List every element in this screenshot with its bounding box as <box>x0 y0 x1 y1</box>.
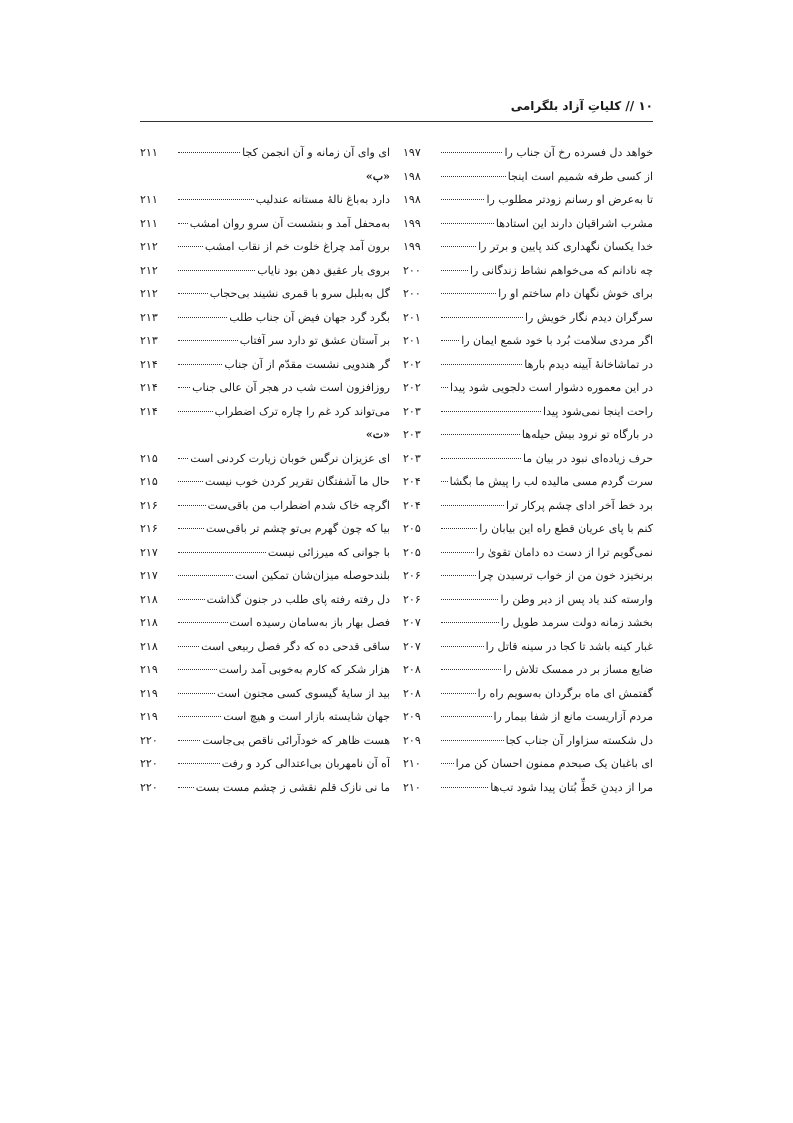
toc-entry-title: روزافزون است شب در هجر آن عالی جناب <box>192 381 390 394</box>
toc-entry-title: بید از سایهٔ گیسوی کسی مجنون است <box>216 686 390 700</box>
dot-leader <box>441 551 474 553</box>
dot-leader <box>178 527 204 529</box>
toc-page-number: ۲۰۲ <box>403 381 421 394</box>
toc-entry-title: مردم آزاریست مانع از شفا بیمار را <box>493 710 653 723</box>
toc-page-number: ۲۱۹ <box>140 663 158 676</box>
running-header: ۱۰ // کلیاتِ آزاد بلگرامی <box>510 99 653 113</box>
toc-entry[interactable] <box>140 611 390 635</box>
toc-page-number: ۲۱۷ <box>140 545 158 559</box>
toc-entry[interactable] <box>403 776 653 800</box>
dot-leader <box>178 457 188 459</box>
toc-entry-title: برای خوش نگهان دام ساختم او را <box>498 287 653 300</box>
toc-page-number: ۲۱۲ <box>140 240 158 253</box>
toc-entry-title: ای وای آن زمانه و آن انجمن کجا <box>242 146 390 159</box>
toc-entry-title: بگرد گرد جهان فیض آن جناب طلب <box>229 310 390 324</box>
toc-page-number: ۲۰۳ <box>403 404 421 418</box>
toc-entry-title: حرف زیاده‌ای نبود در بیان ما <box>522 451 653 465</box>
toc-page-number: ۲۰۰ <box>403 263 421 277</box>
dot-leader <box>178 551 266 553</box>
toc-entry[interactable] <box>403 705 653 729</box>
toc-entry-title: بر آستان عشق تو دارد سر آفتاب <box>239 334 390 347</box>
toc-page-number: ۱۹۸ <box>403 193 421 206</box>
toc-entry-title: اگرچه خاک شدم اضطراب من باقی‌ست <box>207 498 390 512</box>
toc-entry[interactable] <box>403 376 653 400</box>
toc-page-number: ۲۱۴ <box>140 404 158 418</box>
header-rule <box>140 121 653 122</box>
toc-column-left <box>140 141 390 799</box>
toc-entry[interactable] <box>140 306 390 330</box>
toc-entry[interactable] <box>403 423 653 447</box>
toc-entry[interactable] <box>403 447 653 471</box>
dot-leader <box>441 433 520 435</box>
dot-leader <box>178 222 188 224</box>
toc-page-number: ۱۹۷ <box>403 146 421 159</box>
toc-entry[interactable] <box>403 353 653 377</box>
toc-page-number: ۱۹۹ <box>403 216 421 230</box>
toc-entry[interactable] <box>140 188 390 212</box>
toc-column-right <box>403 141 653 799</box>
dot-leader <box>441 292 496 294</box>
toc-page-number: ۲۲۰ <box>140 780 158 794</box>
toc-entry-title: دارد به‌باغ نالهٔ مستانه عندلیب <box>255 193 390 206</box>
toc-entry-title: آه آن نامهربان بی‌اعتدالی کرد و رفت <box>221 757 390 770</box>
dot-leader <box>178 668 217 670</box>
toc-entry-title: راحت اینجا نمی‌شود پیدا <box>543 404 653 418</box>
toc-entry[interactable] <box>140 682 390 706</box>
toc-page-number: ۲۱۸ <box>140 616 158 629</box>
dot-leader <box>441 621 499 623</box>
toc-page-number: ۲۰۴ <box>403 475 421 488</box>
toc-entry-title: مرا از دیدنِ خَطِّ بُتان پیدا شود تب‌ها <box>490 780 653 794</box>
toc-page-number: ۲۰۵ <box>403 522 421 535</box>
toc-entry-title: ساقی قدحی ده که دگر فصل ربیعی است <box>201 639 390 653</box>
toc-entry[interactable] <box>140 376 390 400</box>
toc-entry-title: حال ما آشفتگان تقریر کردن خوب نیست <box>205 475 390 488</box>
toc-page-number: ۲۰۷ <box>403 639 421 653</box>
toc-page-number: ۲۱۹ <box>140 710 158 723</box>
toc-entry[interactable] <box>403 259 653 283</box>
toc-page-number: ۲۰۰ <box>403 287 421 300</box>
dot-leader <box>441 786 488 788</box>
dot-leader <box>178 363 222 365</box>
dot-leader <box>178 504 206 506</box>
toc-entry-title: ضایع مساز بر در ممسک تلاش را <box>503 663 653 676</box>
toc-page-number: ۲۲۰ <box>140 733 158 747</box>
toc-entry-title: با جوانی که میرزائی نیست <box>267 545 390 559</box>
dot-leader <box>178 269 255 271</box>
dot-leader <box>178 151 240 153</box>
dot-leader <box>441 245 476 247</box>
toc-entry[interactable] <box>403 752 653 776</box>
dot-leader <box>178 316 227 318</box>
toc-entry[interactable] <box>140 658 390 682</box>
toc-page-number: ۲۱۰ <box>403 757 421 770</box>
toc-entry[interactable] <box>403 235 653 259</box>
toc-page-number: ۱۹۹ <box>403 240 421 253</box>
toc-page-number: ۲۰۱ <box>403 310 421 324</box>
dot-leader <box>441 410 541 412</box>
toc-entry-title: خواهد دل فسرده رخ آن جناب را <box>504 146 653 159</box>
toc-entry-title: فصل بهار باز به‌سامان رسیده است <box>229 616 390 629</box>
toc-entry-title: ای عزیزان نرگس خوبان زیارت کردنی است <box>190 451 390 465</box>
toc-entry-title: وارسته کند یاد پس از دیر وطن را <box>500 592 653 606</box>
toc-entry[interactable] <box>403 329 653 353</box>
toc-entry-title: در تماشاخانهٔ آیینه دیدم بارها <box>524 357 653 371</box>
toc-entry[interactable] <box>403 282 653 306</box>
toc-page-number: ۲۰۶ <box>403 569 421 582</box>
dot-leader <box>441 645 484 647</box>
toc-entry-title: چه نادانم که می‌خواهم نشاط زندگانی را <box>469 263 653 277</box>
toc-page-number: ۲۱۳ <box>140 334 158 347</box>
dot-leader <box>441 739 504 741</box>
toc-entry-title: سرگران دیدم نگار خویش را <box>525 310 653 324</box>
toc-page-number: ۲۱۳ <box>140 310 158 324</box>
toc-entry[interactable] <box>140 212 390 236</box>
toc-page-number: ۲۰۵ <box>403 545 421 559</box>
dot-leader <box>441 457 521 459</box>
dot-leader <box>178 574 233 576</box>
toc-page-number: ۲۰۶ <box>403 592 421 606</box>
toc-entry[interactable] <box>140 635 390 659</box>
dot-leader <box>441 339 459 341</box>
toc-page-number: ۲۰۲ <box>403 357 421 371</box>
dot-leader <box>441 715 492 717</box>
toc-entry-title: ای باغبان یک صبحدم ممنون احسان کن مرا <box>455 757 653 770</box>
toc-entry[interactable] <box>403 470 653 494</box>
toc-page-number: ۲۱۶ <box>140 498 158 512</box>
toc-entry[interactable] <box>403 541 653 565</box>
toc-entry[interactable] <box>403 564 653 588</box>
toc-entry[interactable] <box>403 658 653 682</box>
dot-leader <box>178 739 200 741</box>
dot-leader <box>178 292 208 294</box>
toc-page-number: ۲۲۰ <box>140 757 158 770</box>
toc-entry-title: ما نی نازک قلم نقشی ز چشم مست بست <box>195 780 390 794</box>
toc-page-number: ۲۱۱ <box>140 216 158 230</box>
toc-page-number: ۲۱۵ <box>140 475 158 488</box>
toc-entry-title: برنخیزد خون من از خواب ترسیدن چرا <box>477 569 653 582</box>
toc-entry[interactable] <box>403 141 653 165</box>
toc-entry-title: بیا که چون گهرم بی‌تو چشم تر باقی‌ست <box>206 522 390 535</box>
dot-leader <box>441 668 501 670</box>
dot-leader <box>178 198 254 200</box>
toc-page-number: ۲۱۱ <box>140 146 158 159</box>
dot-leader <box>178 786 194 788</box>
toc-page-number: ۲۱۰ <box>403 780 421 794</box>
dot-leader <box>441 598 498 600</box>
dot-leader <box>178 621 228 623</box>
toc-entry-title: اگر مردی سلامت بُرد با خود شمع ایمان را <box>461 334 653 347</box>
toc-entry[interactable] <box>140 517 390 541</box>
toc-entry-title: هست ظاهر که خودآرائی ناقص بی‌جاست <box>202 733 390 747</box>
toc-entry[interactable] <box>403 494 653 518</box>
toc-entry[interactable] <box>140 588 390 612</box>
toc-entry-title: بخشد زمانه دولت سرمد طویل را <box>500 616 653 629</box>
dot-leader <box>441 316 523 318</box>
toc-entry-title: کنم با پای عریان قطع راه این بیابان را <box>479 522 653 535</box>
toc-page-number: ۲۱۴ <box>140 381 158 394</box>
toc-page-number: ۲۱۸ <box>140 592 158 606</box>
toc-entry[interactable] <box>403 517 653 541</box>
dot-leader <box>441 574 476 576</box>
toc-page-number: ۲۱۹ <box>140 686 158 700</box>
toc-page-number: ۲۱۲ <box>140 263 158 277</box>
dot-leader <box>178 762 220 764</box>
toc-page-number: ۲۱۵ <box>140 451 158 465</box>
toc-entry-title: بلندحوصله میزان‌شان تمکین است <box>235 569 390 582</box>
toc-entry-title: خدا یکسان نگهداری کند پایین و برتر را <box>478 240 653 253</box>
toc-entry-title: گر هندویی نشست مقدّم از آن جناب <box>224 357 390 371</box>
toc-entry[interactable] <box>403 682 653 706</box>
toc-page-number: ۲۰۹ <box>403 710 421 723</box>
toc-page-number: ۲۱۱ <box>140 193 158 206</box>
toc-entry-title: در بارگاه تو نرود بیش حیله‌ها <box>521 428 653 441</box>
dot-leader <box>178 245 203 247</box>
toc-entry[interactable] <box>403 729 653 753</box>
dot-leader <box>178 598 205 600</box>
toc-page-number: ۲۰۹ <box>403 733 421 747</box>
toc-page-number: ۲۱۲ <box>140 287 158 300</box>
toc-entry-title: بروی یار عقیق دهن بود نایاب <box>257 263 390 277</box>
toc-entry-title: به‌محفل آمد و بنشست آن سرو روان امشب <box>189 216 390 230</box>
section-heading: «ب» <box>365 169 390 183</box>
dot-leader <box>441 151 502 153</box>
toc-entry[interactable] <box>403 188 653 212</box>
toc-page-number: ۲۱۸ <box>140 639 158 653</box>
toc-entry-title: تا به‌عرض او رسانم زودتر مطلوب را <box>486 193 653 206</box>
dot-leader <box>178 386 190 388</box>
toc-entry[interactable] <box>140 259 390 283</box>
toc-entry[interactable] <box>140 400 390 424</box>
toc-page-number: ۲۰۸ <box>403 663 421 676</box>
dot-leader <box>441 386 448 388</box>
dot-leader <box>441 363 522 365</box>
toc-entry-title: برد خط آخر ادای چشم پرکار ترا <box>506 498 653 512</box>
toc-page-number: ۲۱۴ <box>140 357 158 371</box>
toc-entry-title: گفتمش ای ماه برگردان به‌سویم راه را <box>477 686 653 700</box>
toc-entry-title: سرت گردم مسی مالیده لب را پیش ما بگشا <box>449 475 653 488</box>
dot-leader <box>441 269 468 271</box>
toc-entry[interactable] <box>140 494 390 518</box>
dot-leader <box>178 480 203 482</box>
dot-leader <box>178 692 215 694</box>
dot-leader <box>441 480 448 482</box>
toc-entry-title: غبار کینه باشد تا کجا در سینه قاتل را <box>485 639 653 653</box>
toc-entry[interactable] <box>140 470 390 494</box>
toc-entry[interactable] <box>140 447 390 471</box>
toc-entry[interactable] <box>140 541 390 565</box>
toc-entry[interactable] <box>403 165 653 189</box>
toc-entry[interactable] <box>140 705 390 729</box>
toc-page-number: ۱۹۸ <box>403 169 421 183</box>
toc-entry-title: گل به‌بلبل سرو با قمری نشیند بی‌حجاب <box>209 287 390 300</box>
dot-leader <box>178 410 213 412</box>
toc-entry-title: مشرب اشراقیان دارند این استادها <box>495 216 653 230</box>
toc-entry-title: در این معموره دشوار است دلجویی شود پیدا <box>449 381 653 394</box>
toc-entry[interactable] <box>403 611 653 635</box>
toc-entry[interactable] <box>140 564 390 588</box>
dot-leader <box>441 504 504 506</box>
toc-page-number: ۲۰۸ <box>403 686 421 700</box>
dot-leader <box>178 715 221 717</box>
toc-entry[interactable] <box>140 752 390 776</box>
dot-leader <box>441 198 484 200</box>
section-heading: «ت» <box>365 428 390 441</box>
toc-page-number: ۲۰۱ <box>403 334 421 347</box>
toc-entry-title: نمی‌گویم ترا از دست ده دامان تقویٰ را <box>475 545 653 559</box>
toc-page-number: ۲۰۳ <box>403 428 421 441</box>
dot-leader <box>441 762 454 764</box>
toc-page-number: ۲۰۳ <box>403 451 421 465</box>
toc-entry[interactable] <box>403 306 653 330</box>
dot-leader <box>178 339 238 341</box>
toc-page-number: ۲۱۶ <box>140 522 158 535</box>
toc-page-number: ۲۰۷ <box>403 616 421 629</box>
toc-page-number: ۲۱۷ <box>140 569 158 582</box>
dot-leader <box>178 645 199 647</box>
dot-leader <box>441 175 506 177</box>
toc-entry[interactable] <box>403 212 653 236</box>
toc-entry[interactable] <box>140 282 390 306</box>
toc-entry[interactable] <box>403 588 653 612</box>
toc-entry[interactable] <box>140 776 390 800</box>
toc-entry[interactable] <box>140 329 390 353</box>
toc-entry[interactable] <box>140 729 390 753</box>
toc-entry[interactable] <box>140 141 390 165</box>
dot-leader <box>441 692 476 694</box>
toc-page-number: ۲۰۴ <box>403 498 421 512</box>
toc-entry-title: دل رفته رفته پای طلب در جنون گذاشت <box>206 592 390 606</box>
toc-entry[interactable] <box>403 635 653 659</box>
dot-leader <box>441 527 477 529</box>
toc-entry[interactable] <box>140 235 390 259</box>
toc-entry-title: هزار شکر که کارم به‌خوبی آمد راست <box>218 663 390 676</box>
toc-entry-title: جهان شایسته بازار است و هیچ است <box>223 710 390 723</box>
dot-leader <box>441 222 494 224</box>
toc-entry-title: دل شکسته سزاوار آن جناب کجا <box>505 733 653 747</box>
toc-entry[interactable] <box>140 353 390 377</box>
toc-entry-title: از کسی طرفه شمیم است اینجا <box>507 169 653 183</box>
toc-entry[interactable] <box>403 400 653 424</box>
toc-entry-title: می‌تواند کرد غم را چاره ترک اضطراب <box>214 404 390 418</box>
toc-entry-title: برون آمد چراغ خلوت خم از نقاب امشب <box>204 240 390 253</box>
